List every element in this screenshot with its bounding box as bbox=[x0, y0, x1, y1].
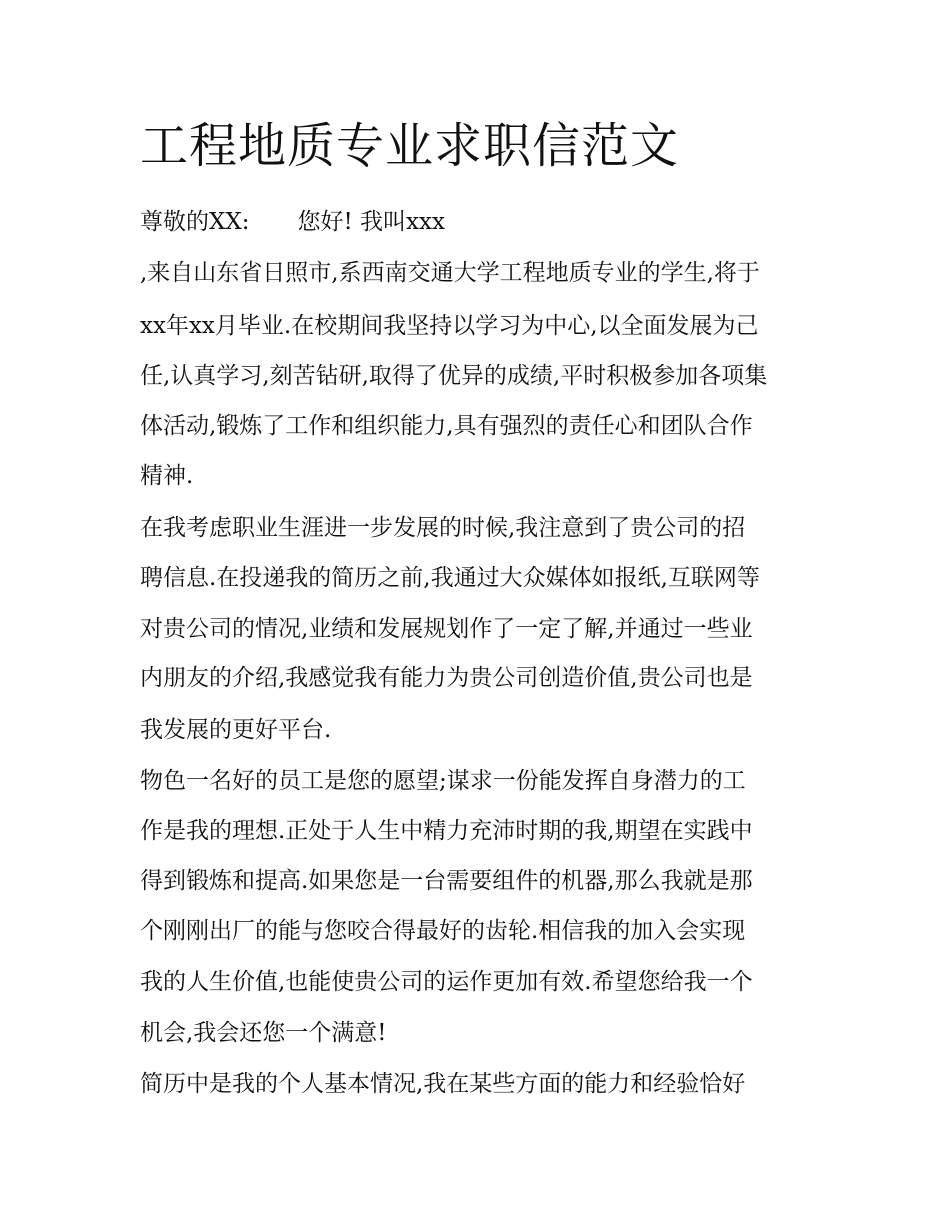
greeting-line bbox=[140, 207, 445, 237]
body-line: xx年xx月毕业.在校期间我坚持以学习为中心,以全面发展为己 bbox=[140, 313, 759, 339]
document-title: 工程地质专业求职信范文 bbox=[140, 118, 680, 174]
body-line: 得到锻炼和提高.如果您是一台需要组件的机器,那么我就是那 bbox=[140, 868, 753, 894]
greeting-hello: 您好! 我叫xxx bbox=[297, 209, 445, 235]
body-line: ,来自山东省日照市,系西南交通大学工程地质专业的学生,将于 bbox=[140, 260, 760, 286]
body-line: 作是我的理想.正处于人生中精力充沛时期的我,期望在实践中 bbox=[140, 818, 753, 844]
body-line: 机会,我会还您一个满意! bbox=[140, 1020, 387, 1046]
body-line: 内朋友的介绍,我感觉我有能力为贵公司创造价值,贵公司也是 bbox=[140, 665, 753, 691]
body-line: 任,认真学习,刻苦钻研,取得了优异的成绩,平时积极参加各项集 bbox=[140, 363, 768, 389]
salutation: 尊敬的XX: bbox=[140, 209, 250, 235]
body-line: 聘信息.在投递我的简历之前,我通过大众媒体如报纸,互联网等 bbox=[140, 565, 760, 591]
body-line: 体活动,锻炼了工作和组织能力,具有强烈的责任心和团队合作 bbox=[140, 413, 753, 439]
body-line: 精神. bbox=[140, 463, 194, 489]
body-line: 我发展的更好平台. bbox=[140, 717, 332, 743]
body-line: 简历中是我的个人基本情况,我在某些方面的能力和经验恰好 bbox=[140, 1071, 746, 1097]
body-line: 在我考虑职业生涯进一步发展的时候,我注意到了贵公司的招 bbox=[140, 515, 746, 541]
body-line: 对贵公司的情况,业绩和发展规划作了一定了解,并通过一些业 bbox=[140, 616, 753, 642]
body-line: 我的人生价值,也能使贵公司的运作更加有效.希望您给我一个 bbox=[140, 969, 753, 995]
body-line: 个刚刚出厂的能与您咬合得最好的齿轮.相信我的加入会实现 bbox=[140, 918, 746, 944]
body-line: 物色一名好的员工是您的愿望;谋求一份能发挥自身潜力的工 bbox=[140, 768, 746, 794]
